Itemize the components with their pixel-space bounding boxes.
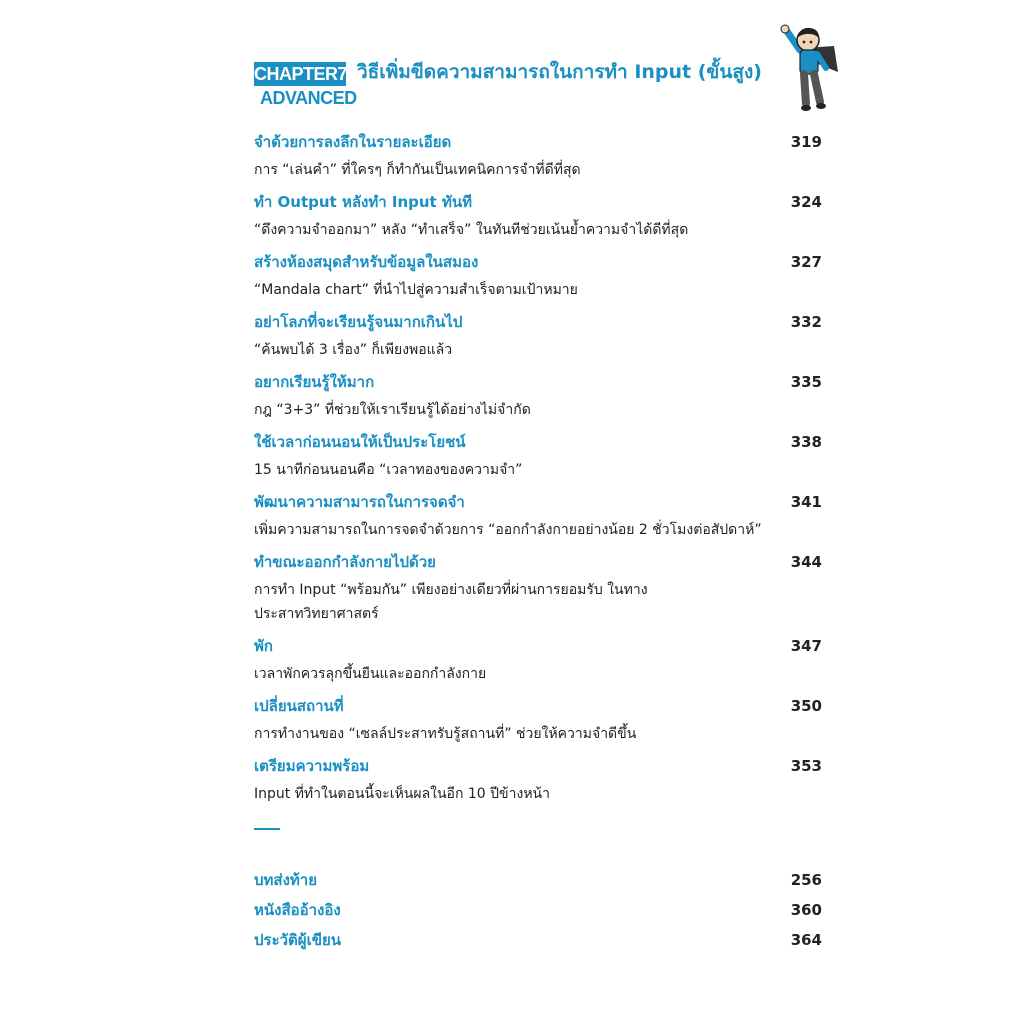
back-matter-title[interactable]: ประวัติผู้เขียน [254,931,342,949]
toc-entry-title[interactable]: ใช้เวลาก่อนนอนให้เป็นประโยชน์ [254,433,466,451]
chapter-title: วิธีเพิ่มขีดความสามารถในการทำ Input (ขั้นสูง) [357,61,762,83]
toc-entry-description: การทำงานของ “เซลล์ประสาทรับรู้สถานที่” ช่วยให้ความจำดีขึ้น [254,726,637,742]
toc-entry-2[interactable] [254,188,822,246]
toc-entry-4[interactable] [254,308,822,366]
toc-entry-title[interactable]: พัฒนาความสามารถในการจดจำ [254,493,465,511]
toc-entry-7[interactable] [254,488,822,546]
toc-entry-title[interactable]: เปลี่ยนสถานที่ [254,697,344,715]
back-matter-epilogue[interactable] [254,866,822,896]
toc-entry-8[interactable] [254,548,822,630]
toc-entry-page: 338 [790,433,822,451]
toc-entry-page: 353 [790,757,822,775]
toc-entry-page: 335 [790,373,822,391]
back-matter-title[interactable]: หนังสืออ้างอิง [254,901,341,919]
toc-entry-10[interactable] [254,692,822,750]
toc-entry-description: Input ที่ทำในตอนนี้จะเห็นผลในอีก 10 ปีข้างหน้า [254,786,550,802]
toc-entry-description: เพิ่มความสามารถในการจดจำด้วยการ “ออกกำลังกายอย่างน้อย 2 ชั่วโมงต่อสัปดาห์” [254,522,762,538]
toc-entry-page: 319 [790,133,822,151]
toc-entry-page: 341 [790,493,822,511]
back-matter-references[interactable] [254,896,822,926]
toc-entry-description: การทำ Input “พร้อมกัน” เพียงอย่างเดียวที่ผ่านการยอมรับ ในทางประสาทวิทยาศาสตร์ [254,582,648,622]
toc-entry-page: 350 [790,697,822,715]
back-matter-page: 256 [790,871,822,889]
toc-entry-description: เวลาพักควรลุกขึ้นยืนและออกกำลังกาย [254,666,487,682]
toc-entry-title[interactable]: ทำขณะออกกำลังกายไปด้วย [254,553,436,571]
toc-entry-11[interactable] [254,752,822,810]
toc-entry-description: 15 นาทีก่อนนอนคือ “เวลาทองของความจำ” [254,462,523,478]
toc-entry-title[interactable]: ทำ Output หลังทำ Input ทันที [254,193,472,211]
table-of-contents [254,128,822,956]
toc-entry-page: 332 [790,313,822,331]
toc-entry-5[interactable] [254,368,822,426]
toc-entry-description: “ค้นพบได้ 3 เรื่อง” ก็เพียงพอแล้ว [254,342,453,358]
toc-entry-title[interactable]: สร้างห้องสมุดสำหรับข้อมูลในสมอง [254,253,479,271]
toc-entry-page: 344 [790,553,822,571]
back-matter-title[interactable]: บทส่งท้าย [254,871,317,889]
toc-entry-title[interactable]: พัก [254,637,273,655]
toc-entry-9[interactable] [254,632,822,690]
back-matter-page: 364 [790,931,822,949]
toc-entry-title[interactable]: อย่าโลภที่จะเรียนรู้จนมากเกินไป [254,313,463,331]
back-matter-page: 360 [790,901,822,919]
toc-entry-6[interactable] [254,428,822,486]
toc-entry-description: การ “เล่นคำ” ที่ใครๆ ก็ทำกันเป็นเทคนิคการจำที่ดีที่สุด [254,162,581,178]
back-matter-author-bio[interactable] [254,926,822,956]
toc-entry-3[interactable] [254,248,822,306]
toc-entry-description: “Mandala chart” ที่นำไปสู่ความสำเร็จตามเป้าหมาย [254,282,578,298]
toc-entry-description: “ดึงความจำออกมา” หลัง “ทำเสร็จ” ในทันทีช่วยเน้นย้ำความจำได้ดีที่สุด [254,222,689,238]
toc-entry-1[interactable] [254,128,822,186]
toc-entry-description: กฎ “3+3” ที่ช่วยให้เราเรียนรู้ได้อย่างไม่จำกัด [254,402,531,418]
flying-superhero-mascot-icon [778,24,842,114]
chapter-header [254,60,814,110]
toc-entry-page: 347 [790,637,822,655]
section-divider [254,828,280,830]
toc-entry-page: 327 [790,253,822,271]
toc-entry-title[interactable]: อยากเรียนรู้ให้มาก [254,373,375,391]
toc-entry-title[interactable]: เตรียมความพร้อม [254,757,370,775]
chapter-subtitle: ADVANCED [260,88,357,108]
toc-entry-title[interactable]: จำด้วยการลงลึกในรายละเอียด [254,133,452,151]
toc-entry-page: 324 [790,193,822,211]
chapter-badge: CHAPTER7 [254,64,348,84]
